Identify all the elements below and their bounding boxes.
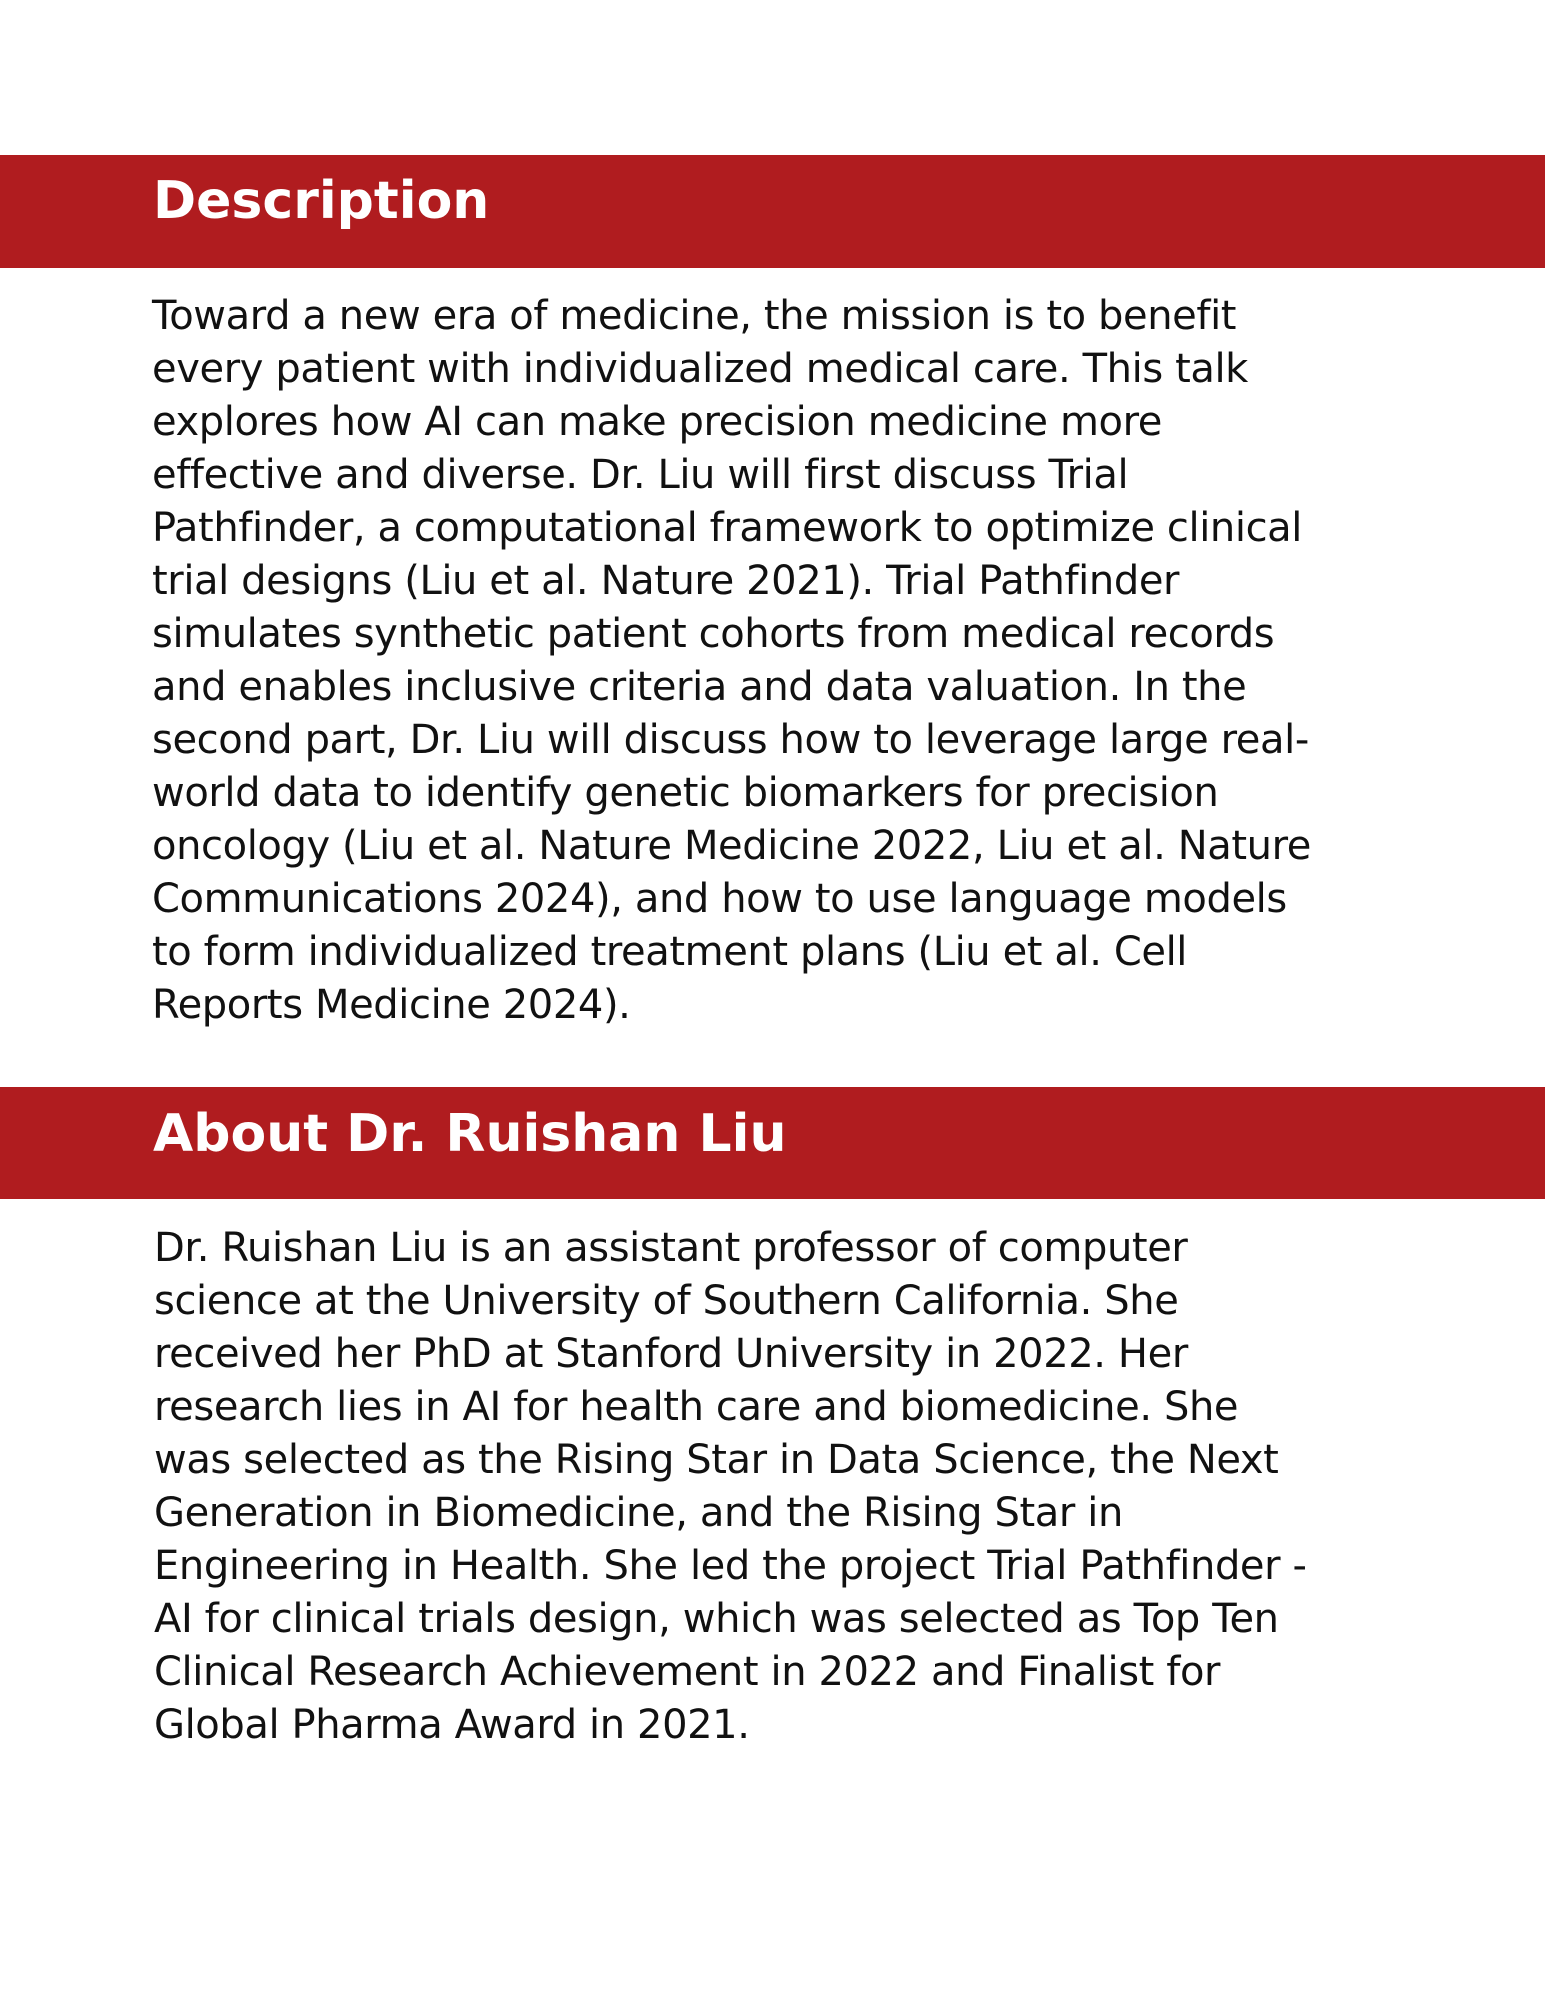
about-line: science at the University of Southern California. She: [154, 1278, 1179, 1324]
description-line: second part, Dr. Liu will discuss how to leverage large real-: [152, 717, 1309, 763]
about-line: research lies in AI for health care and biomedicine. She: [154, 1384, 1239, 1430]
description-line: Reports Medicine 2024).: [152, 982, 631, 1028]
description-line: explores how AI can make precision medicine more: [152, 399, 1162, 445]
description-line: to form individualized treatment plans (Liu et al. Cell: [152, 929, 1187, 975]
description-line: simulates synthetic patient cohorts from medical records: [152, 611, 1275, 657]
about-line: Engineering in Health. She led the project Trial Pathfinder -: [154, 1543, 1307, 1589]
description-line: every patient with individualized medical care. This talk: [152, 346, 1248, 392]
about-line: received her PhD at Stanford University in 2022. Her: [154, 1331, 1188, 1377]
about-line: AI for clinical trials design, which was selected as Top Ten: [154, 1596, 1279, 1642]
description-line: Communications 2024), and how to use language models: [152, 876, 1287, 922]
description-line: world data to identify genetic biomarkers for precision: [152, 770, 1219, 816]
about-line: Clinical Research Achievement in 2022 and Finalist for: [154, 1649, 1221, 1695]
about-line: Global Pharma Award in 2021.: [154, 1702, 750, 1748]
description-line: Pathfinder, a computational framework to optimize clinical: [152, 505, 1303, 551]
description-line: effective and diverse. Dr. Liu will first discuss Trial: [152, 452, 1129, 498]
about-line: was selected as the Rising Star in Data Science, the Next: [154, 1437, 1279, 1483]
description-line: trial designs (Liu et al. Nature 2021). Trial Pathfinder: [152, 558, 1180, 604]
about-heading: About Dr. Ruishan Liu: [153, 1104, 787, 1164]
description-paragraph: [152, 290, 1412, 1032]
about-paragraph: [154, 1222, 1414, 1752]
description-line: oncology (Liu et al. Nature Medicine 2022, Liu et al. Nature: [152, 823, 1311, 869]
description-line: Toward a new era of medicine, the mission is to benefit: [152, 293, 1237, 339]
description-heading: Description: [153, 171, 490, 231]
about-line: Generation in Biomedicine, and the Rising Star in: [154, 1490, 1123, 1536]
description-line: and enables inclusive criteria and data valuation. In the: [152, 664, 1247, 710]
about-line: Dr. Ruishan Liu is an assistant professor of computer: [154, 1225, 1188, 1271]
